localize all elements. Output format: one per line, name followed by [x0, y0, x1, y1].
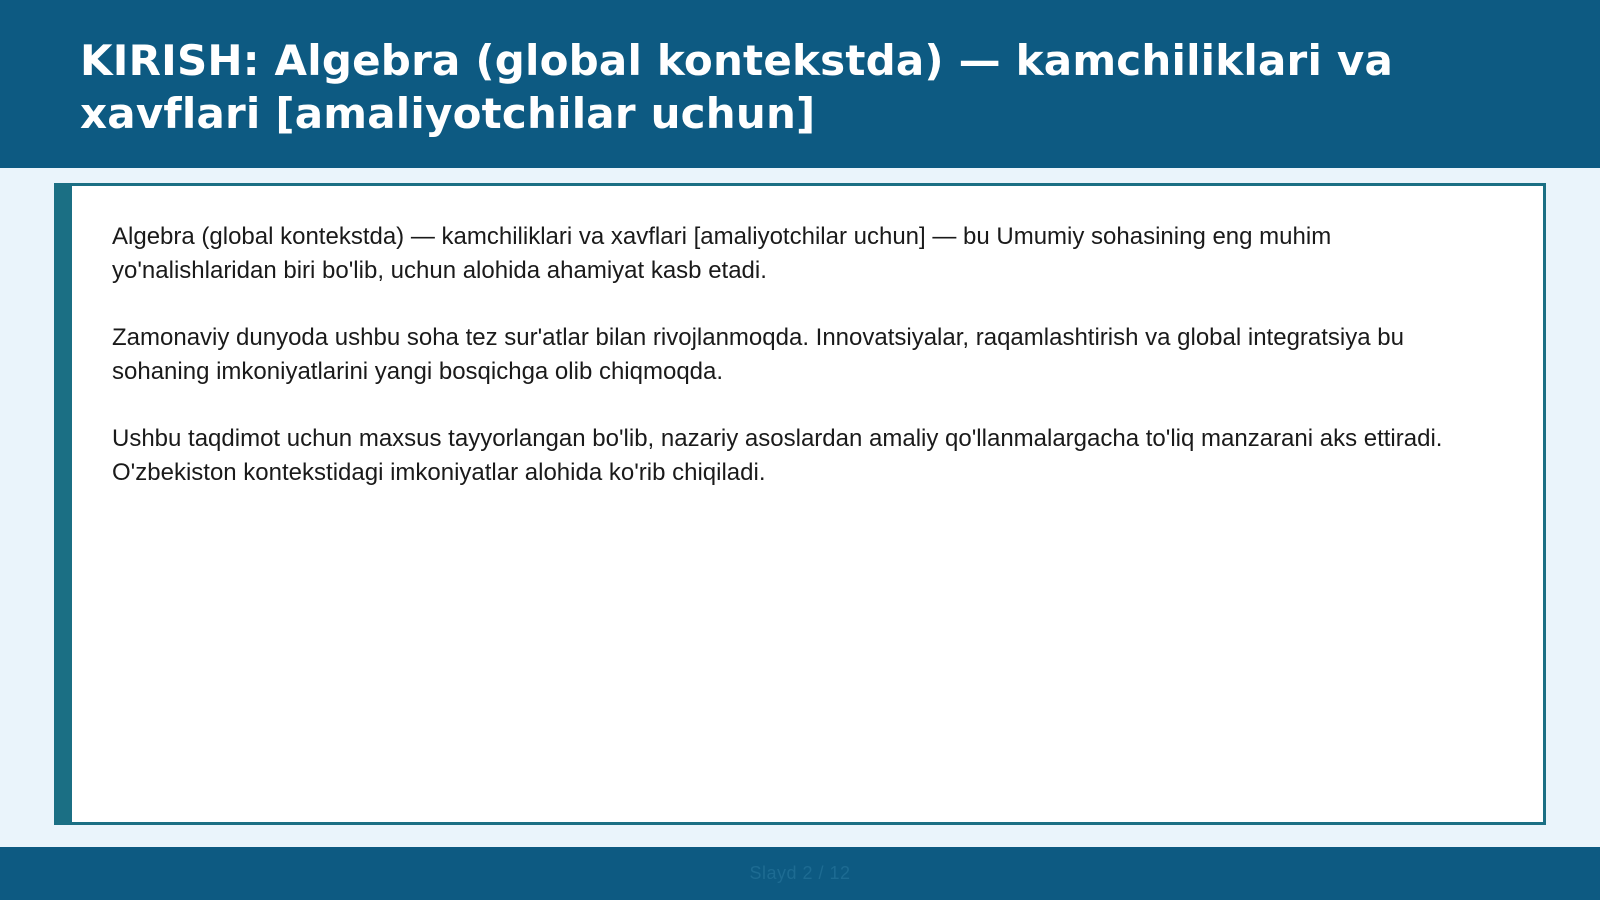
paragraph-intro: Algebra (global kontekstda) — kamchiliklari va xavflari [amaliyotchilar uchun] — bu Umumiy sohasining eng muhim yo'nalishlaridan biri bo'lib, uchun alohida ahamiyat kasb etadi.: [112, 223, 1332, 284]
slide-number: Slayd 2 / 12: [749, 863, 851, 883]
title-bar: [0, 0, 1600, 168]
paragraph-modern-world: Zamonaviy dunyoda ushbu soha tez sur'atlar bilan rivojlanmoqda. Innovatsiyalar, raqamlashtirish va global integratsiya bu sohaning imkoniyatlarini yangi bosqichga olib chiqmoqda.: [112, 324, 1404, 385]
content-box: [54, 183, 1546, 825]
slide-title: KIRISH: Algebra (global kontekstda) — kamchiliklari va xavflari [amaliyotchilar uchun]: [80, 36, 1394, 138]
footer-bar: [0, 847, 1600, 900]
paragraph-presentation-scope: Ushbu taqdimot uchun maxsus tayyorlangan bo'lib, nazariy asoslardan amaliy qo'llanmalargacha to'liq manzarani aks ettiradi. O'zbekiston kontekstidagi imkoniyatlar alohida ko'rib chiqiladi.: [112, 425, 1443, 486]
